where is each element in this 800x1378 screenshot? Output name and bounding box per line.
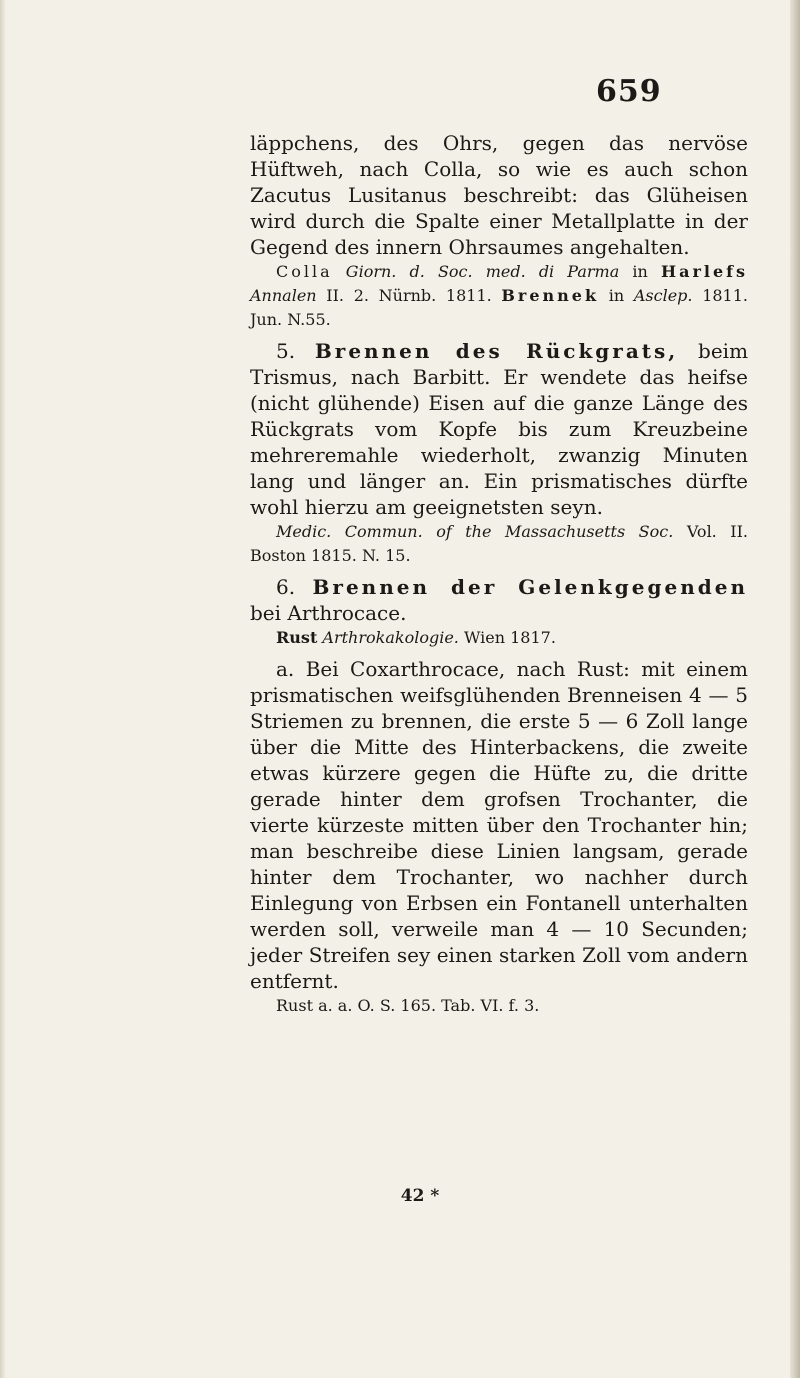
citation-3 <box>250 626 748 650</box>
paragraph-2 <box>250 338 748 520</box>
citation-1-rest2: 1811. Jun. N.55. <box>250 286 748 329</box>
citation-1-in2: in <box>608 286 625 305</box>
section-5-heading: Brennen des Rückgrats, <box>314 339 679 363</box>
section-6-heading: Brennen der Gelenkgegenden <box>312 575 749 599</box>
section-5-text: beim Trismus, nach Barbitt. Er wendete das heifse (nicht glühende) Eisen auf die ganze Länge des Rückgrats vom Kopfe bis zum Kreuzbeine mehreremahle wiederholt, zwanzig Minuten lang und länger an. Ein prismatisches dürfte wohl hierzu am geeignetsten seyn. <box>250 339 749 519</box>
section-6-text: bei Arthrocace. <box>250 601 407 625</box>
page-right-edge <box>790 0 800 1378</box>
page-number: 659 <box>596 74 662 109</box>
paragraph-1: läppchens, des Ohrs, gegen das nervöse Hüftweh, nach Colla, so wie es auch schon Zacutus Lusitanus beschreibt: das Glüheisen wird durch die Spalte einer Metallplatte in der Gegend des innern Ohrsaumes angehalten. <box>250 131 748 259</box>
signature-mark: 42 * <box>400 1186 440 1206</box>
citation-4: Rust a. a. O. S. 165. Tab. VI. f. 3. <box>276 996 540 1015</box>
paragraph-4: a. Bei Coxarthrocace, nach Rust: mit einem prismatischen weifsglühenden Brenneisen 4 — 5 Striemen zu brennen, die erste 5 — 6 Zoll lange über die Mitte des Hinterbackens, die zweite etwas kürzere gegen die Hüfte zu, die dritte gerade hinter dem grofsen Trochanter, die vierte kürzeste mitten über den Trochanter hin; man beschreibe diese Linien langsam, gerade hinter dem Trochanter, wo nachher durch Einlegung von Erbsen ein Fontanell unterhalten werden soll, verweile man 4 — 10 Secunden; jeder Streifen sey einen starken Zoll vom andern entfernt. <box>250 657 748 993</box>
page-left-edge <box>0 0 6 1378</box>
citation-3-author: Rust <box>276 628 318 647</box>
section-6-number: 6. <box>276 575 296 599</box>
citation-1-in: in <box>632 262 648 281</box>
citation-1-rest: II. 2. Nürnb. 1811. <box>326 286 492 305</box>
citation-2-rest: Vol. II. Boston 1815. N. 15. <box>250 522 749 565</box>
citation-3-work: Arthrokakologie. <box>322 628 459 647</box>
citation-3-rest: Wien 1817. <box>463 628 556 647</box>
citation-1-work2: Annalen <box>250 286 317 305</box>
text-block <box>250 130 748 1018</box>
paragraph-3 <box>250 574 748 626</box>
citation-1-author: Colla <box>276 262 333 281</box>
citation-1-work3: Asclep. <box>633 286 693 305</box>
citation-2 <box>250 520 748 568</box>
citation-1-author3: Brennek <box>501 286 600 305</box>
citation-1-author2: Harlefs <box>660 262 749 281</box>
citation-1 <box>250 260 748 332</box>
section-5-number: 5. <box>276 339 296 363</box>
citation-2-work: Medic. Commun. of the Massachusetts Soc. <box>276 522 674 541</box>
citation-1-work: Giorn. d. Soc. med. di Parma <box>345 262 620 281</box>
